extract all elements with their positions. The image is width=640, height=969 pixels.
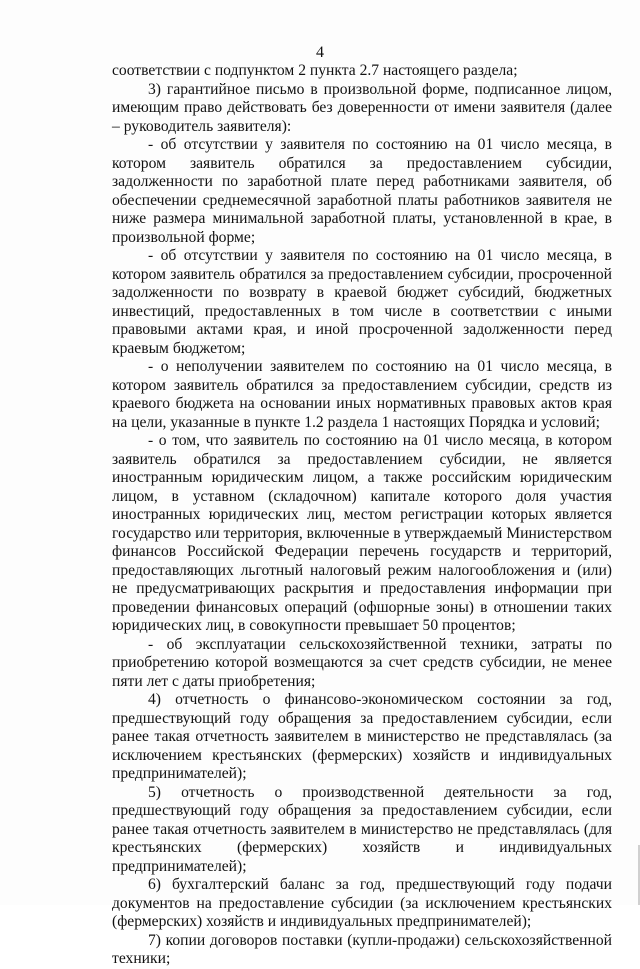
paragraph-9: 5) отчетность о производственной деятельности за год, предшествующий году обращения за предоставлением субсидии, если ранее такая отчетность заявителем в министерство не представлялась (для крестьянских (фермерских) хозяйств и индивидуальных предпринимателей); — [112, 783, 612, 875]
paragraph-2: 3) гарантийное письмо в произвольной форме, подписанное лицом, имеющим право действовать без доверенности от имени заявителя (далее – руководитель заявителя): — [112, 80, 612, 135]
paragraph-3: - об отсутствии у заявителя по состоянию на 01 число месяца, в котором заявитель обратился за предоставлением субсидии, задолженности по заработной плате перед работниками заявителя, об обеспечении среднемесячной заработной платы работников заявителя не ниже размера минимальной заработной платы, установленной в крае, в произвольной форме; — [112, 136, 612, 246]
paragraph-5: - о неполучении заявителем по состоянию на 01 число месяца, в котором заявитель обратился за предоставлением субсидии, средств из краевого бюджета на основании иных нормативных правовых актов края на цели, указанные в пункте 1.2 раздела 1 настоящих Порядка и условий; — [112, 358, 612, 431]
page-number: 4 — [316, 44, 324, 61]
paragraph-8: 4) отчетность о финансово-экономическом состоянии за год, предшествующий году обращения за предоставлением субсидии, если ранее такая отчетность заявителем в министерство не представлялась (за исключением крестьянских (фермерских) хозяйств и индивидуальных предпринимателей); — [112, 691, 612, 782]
paragraph-4: - об отсутствии у заявителя по состоянию на 01 число месяца, в котором заявитель обратился за предоставлением субсидии, просроченной задолженности по возврату в краевой бюджет субсидий, бюджетных инвестиций, предоставленных в том числе в соответствии с иными правовыми актами края, и иной просроченной задолженности перед краевым бюджетом; — [112, 247, 612, 357]
paragraph-11: 7) копии договоров поставки (купли-продажи) сельскохозяйственной техники; — [112, 931, 612, 967]
paragraph-10: 6) бухгалтерский баланс за год, предшествующий году подачи документов на предоставление субсидии (за исключением крестьянских (фермерских) хозяйств и индивидуальных предпринимателей); — [112, 876, 612, 930]
paragraph-1: соответствии с подпунктом 2 пункта 2.7 настоящего раздела; — [112, 62, 518, 79]
paragraph-7: - об эксплуатации сельскохозяйственной техники, затраты по приобретению которой возмещаются за счет средств субсидии, не менее пяти лет с даты приобретения; — [112, 635, 612, 690]
document-body — [112, 62, 612, 969]
paragraph-6: - о том, что заявитель по состоянию на 01 число месяца, в котором заявитель обратился за предоставлением субсидии, не является иностранным юридическим лицом, а также российским юридическим лицом, в уставном (складочном) капитале которого доля участия иностранных юридических лиц, местом регистрации которых является государство или территория, включенные в утверждаемый Министерством финансов Российской Федерации перечень государств и территорий, предоставляющих льготный налоговый режим налогообложения и (или) не предусматривающих раскрытия и предоставления информации при проведении финансовых операций (офшорные зоны) в отношении таких юридических лиц, в совокупности превышает 50 процентов; — [112, 432, 612, 634]
